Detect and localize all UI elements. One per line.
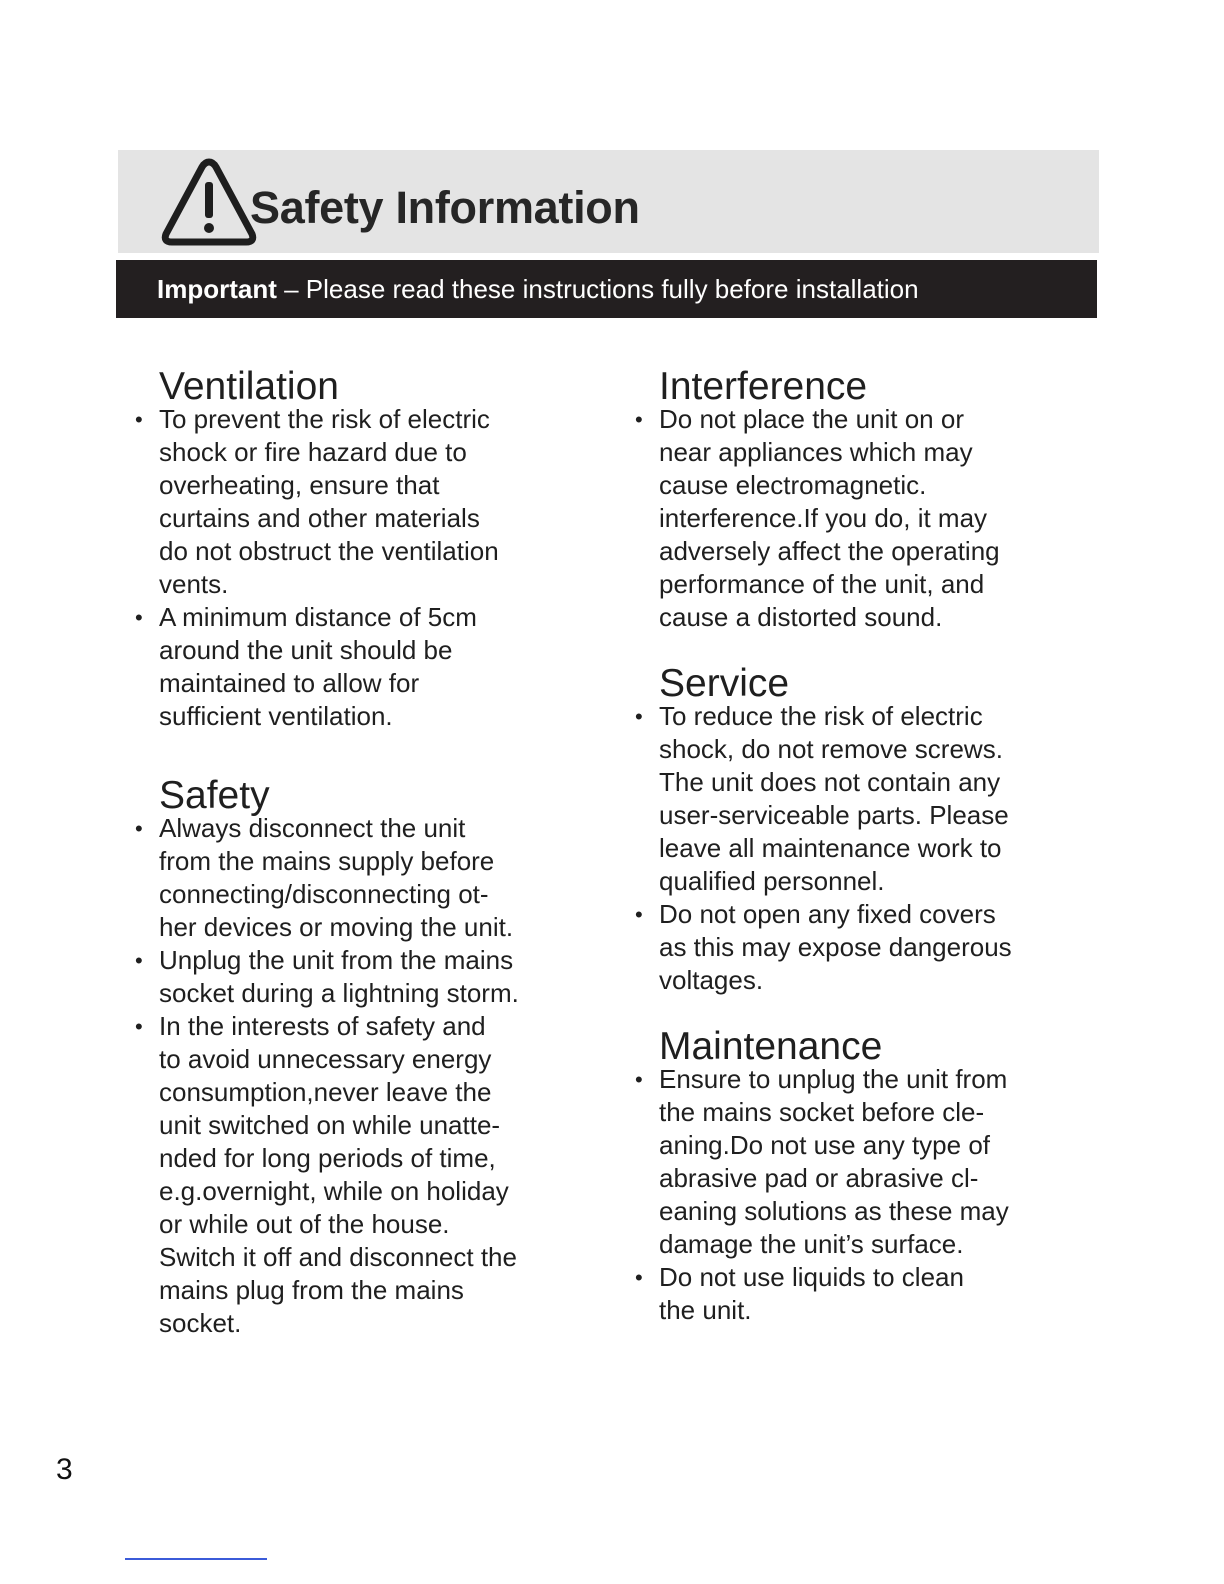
section-heading-ventilation: Ventilation (159, 365, 339, 408)
bullet: • (135, 816, 143, 841)
bullet: • (635, 1265, 643, 1290)
list-item (635, 403, 1059, 634)
bullet: • (135, 1014, 143, 1039)
list-item-text: Do not place the unit on or near appliances which may cause electromagnetic. interference.If you do, it may adversely affect the operating performance of the unit, and cause a distorted sound. (659, 404, 1000, 632)
list-item (635, 1261, 1059, 1327)
section-heading-service: Service (659, 662, 790, 705)
list-item-text: To reduce the risk of electric shock, do not remove screws. The unit does not contain any user-serviceable parts. Please leave all maintenance work to qualified personnel. (659, 701, 1009, 896)
important-text: – Please read these instructions fully before installation (276, 274, 919, 304)
list-item (135, 601, 559, 733)
list-item-text: In the interests of safety and to avoid unnecessary energy consumption,never leave the unit switched on while unatte- nded for long periods of time, e.g.overnight, while on holiday or while out of the house. Switch it off and disconnect the mains plug from the mains socket. (159, 1011, 517, 1338)
interference-list (635, 403, 1059, 634)
bullet: • (635, 407, 643, 432)
list-item-text: Unplug the unit from the mains socket during a lightning storm. (159, 945, 519, 1008)
list-item (135, 944, 559, 1010)
list-item (635, 898, 1059, 997)
bullet: • (635, 704, 643, 729)
page-number: 3 (56, 1453, 73, 1486)
right-column (635, 365, 1059, 1327)
section-heading-interference: Interference (659, 365, 868, 408)
warning-triangle-icon (160, 156, 258, 248)
list-item-text: A minimum distance of 5cm around the unit should be maintained to allow for sufficient ventilation. (159, 602, 477, 731)
important-label: Important (157, 274, 277, 304)
list-item (135, 403, 559, 601)
section-heading-safety: Safety (159, 774, 270, 817)
section-heading-maintenance: Maintenance (659, 1025, 883, 1068)
list-item (135, 812, 559, 944)
bullet: • (135, 948, 143, 973)
list-item-text: Always disconnect the unit from the mains supply before connecting/disconnecting ot- her devices or moving the unit. (159, 813, 514, 942)
list-item-text: Do not open any fixed covers as this may expose dangerous voltages. (659, 899, 1012, 995)
service-list (635, 700, 1059, 997)
maintenance-list (635, 1063, 1059, 1327)
ventilation-list (135, 403, 559, 733)
bullet: • (635, 902, 643, 927)
bullet: • (135, 605, 143, 630)
list-item (135, 1010, 559, 1340)
important-notice-bar (116, 260, 1097, 318)
bullet: • (135, 407, 143, 432)
footer-rule (125, 1558, 267, 1560)
list-item-text: Ensure to unplug the unit from the mains socket before cle- aning.Do not use any type of abrasive pad or abrasive cl- eaning solutions as these may damage the unit’s surface. (659, 1064, 1009, 1259)
list-item-text: To prevent the risk of electric shock or fire hazard due to overheating, ensure that curtains and other materials do not obstruct the ventilation vents. (159, 404, 499, 599)
safety-list (135, 812, 559, 1340)
list-item (635, 700, 1059, 898)
list-item (635, 1063, 1059, 1261)
left-column (135, 365, 559, 1340)
page-title: Safety Information (250, 182, 640, 233)
bullet: • (635, 1067, 643, 1092)
list-item-text: Do not use liquids to clean the unit. (659, 1262, 964, 1325)
